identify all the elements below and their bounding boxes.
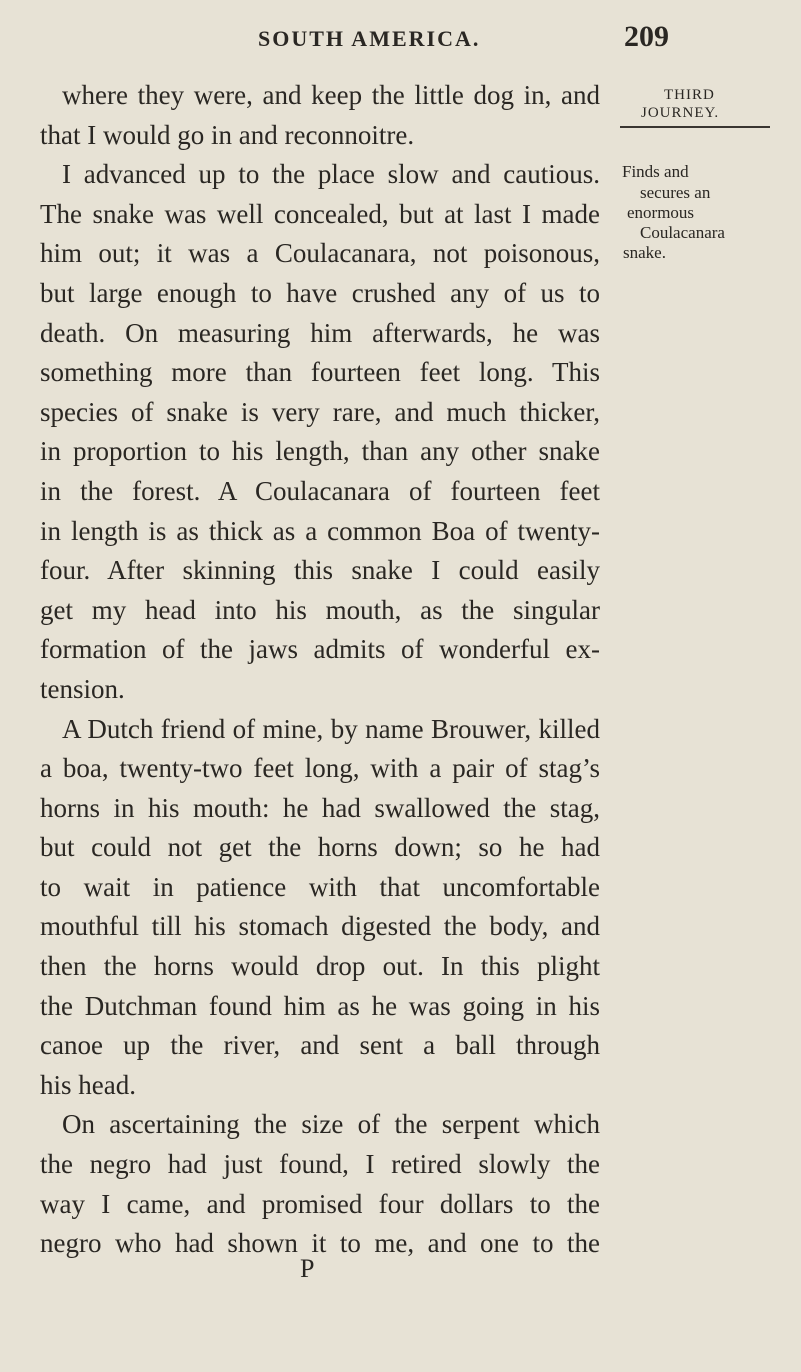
text-line: horns in his mouth: he had swallowed the stag, [40,792,600,823]
text-line: something more than fourteen feet long. This [40,357,600,388]
margin-note-journey-2: JOURNEY. [641,105,720,121]
text-line: in proportion to his length, than any other snake [40,436,600,467]
text-line: formation of the jaws admits of wonderful ex- [40,634,600,665]
margin-note-finds-1: Finds and [622,162,689,181]
text-line: in length is as thick as a common Boa of twenty- [40,515,600,546]
text-line: then the horns would drop out. In this plight [40,951,600,982]
text-line: The snake was well concealed, but at last I made [40,198,600,229]
running-title: SOUTH AMERICA. [258,26,481,51]
running-head [0,18,801,58]
text-line: negro who had shown it to me, and one to the [40,1228,600,1259]
text-line: him out; it was a Coulacanara, not poisonous, [40,238,600,269]
text-line: to wait in patience with that uncomfortable [40,871,600,902]
text-line: that I would go in and reconnoitre. [40,119,415,150]
text-line: mouthful till his stomach digested the body, and [40,911,600,942]
text-line: canoe up the river, and sent a ball through [40,1030,600,1061]
margin-note-finds-4: Coulacanara [640,223,725,242]
body-text [40,76,600,1264]
signature-mark: P [300,1254,315,1283]
text-line: species of snake is very rare, and much thicker, [40,396,600,427]
margin-note-finds-5: snake. [623,243,666,262]
margin-note-finds-2: secures an [640,183,711,202]
text-line: the Dutchman found him as he was going in his [40,990,600,1021]
text-line: four. After skinning this snake I could easily [40,555,600,586]
text-line: the negro had just found, I retired slowly the [40,1149,600,1180]
text-line: his head. [40,1069,136,1100]
text-line: a boa, twenty-two feet long, with a pair of stag’s [40,753,600,784]
margin-rule [620,126,770,128]
text-line: but could not get the horns down; so he had [40,832,600,863]
text-line: On ascertaining the size of the serpent which [62,1109,600,1140]
text-line: but large enough to have crushed any of us to [40,277,600,308]
margin-note-finds-3: enormous [627,203,695,222]
text-line: I advanced up to the place slow and cautious. [62,159,600,190]
margin-note-journey-1: THIRD [664,87,715,103]
text-line: tension. [40,673,125,704]
text-line: where they were, and keep the little dog in, and [62,80,600,110]
text-line: A Dutch friend of mine, by name Brouwer, killed [62,713,600,744]
text-line: in the forest. A Coulacanara of fourteen feet [40,475,600,506]
text-line: get my head into his mouth, as the singular [40,594,600,625]
text-line: death. On measuring him afterwards, he was [40,317,600,348]
page-number: 209 [624,20,669,53]
text-line: way I came, and promised four dollars to the [40,1188,600,1219]
